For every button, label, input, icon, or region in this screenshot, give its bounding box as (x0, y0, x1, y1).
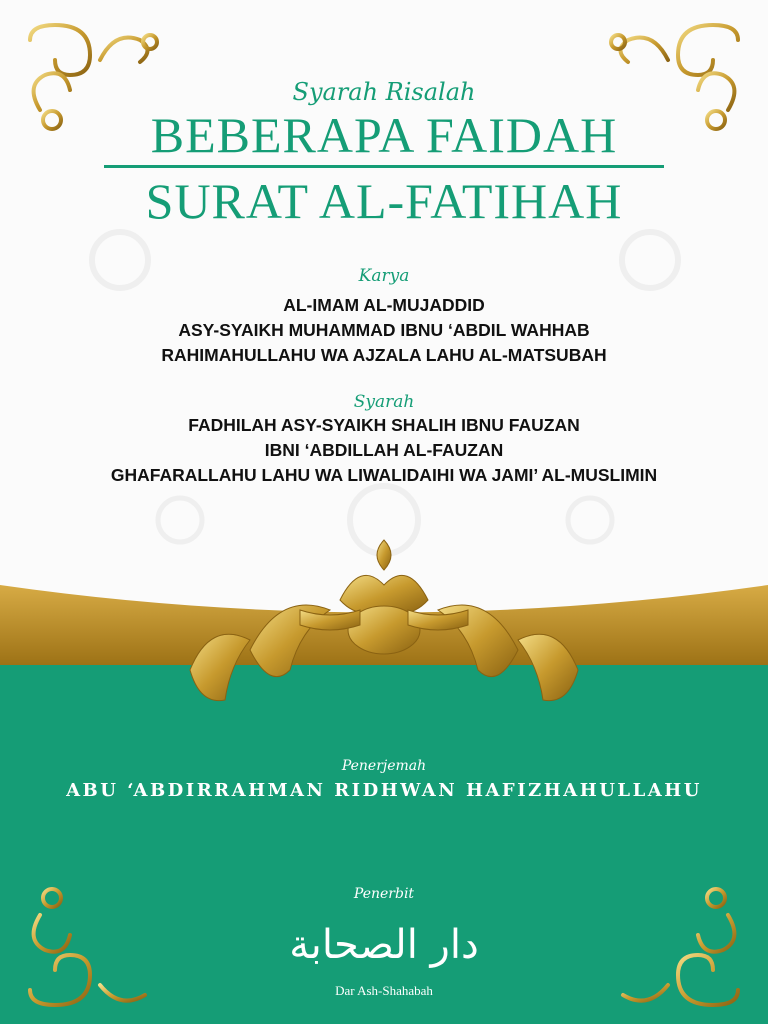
author-line-2: ASY-SYAIKH MUHAMMAD IBNU ‘ABDIL WAHHAB (178, 320, 590, 340)
translator-label: Penerjemah (341, 758, 427, 774)
commentator-label: Syarah (353, 392, 415, 412)
author-line-1: AL-IMAM AL-MUJADDID (283, 295, 485, 315)
cover-subtitle: Syarah Risalah (292, 78, 476, 106)
cover-title-line2: SURAT AL-FATIHAH (145, 173, 623, 229)
commentator-line-2: IBNI ‘ABDILLAH AL-FAUZAN (264, 440, 504, 460)
commentator-line-3: GHAFARALLAHU LAHU WA LIWALIDAIHI WA JAMI’ AL-MUSLIMIN (110, 465, 658, 485)
cover-title-line1: BEBERAPA FAIDAH (150, 107, 618, 163)
commentator-line-1: FADHILAH ASY-SYAIKH SHALIH IBNU FAUZAN (188, 415, 580, 435)
publisher-name: Dar Ash-Shahabah (335, 983, 433, 998)
publisher-label: Penerbit (353, 886, 415, 902)
publisher-logo-icon: دار الصحابة (289, 922, 479, 968)
author-line-3: RAHIMAHULLAHU WA AJZALA LAHU AL-MATSUBAH (161, 345, 607, 365)
translator-name: ABU ‘ABDIRRAHMAN RIDHWAN HAFIZHAHULLAHU (66, 780, 702, 801)
title-divider (104, 165, 664, 168)
author-label: Karya (358, 266, 410, 286)
